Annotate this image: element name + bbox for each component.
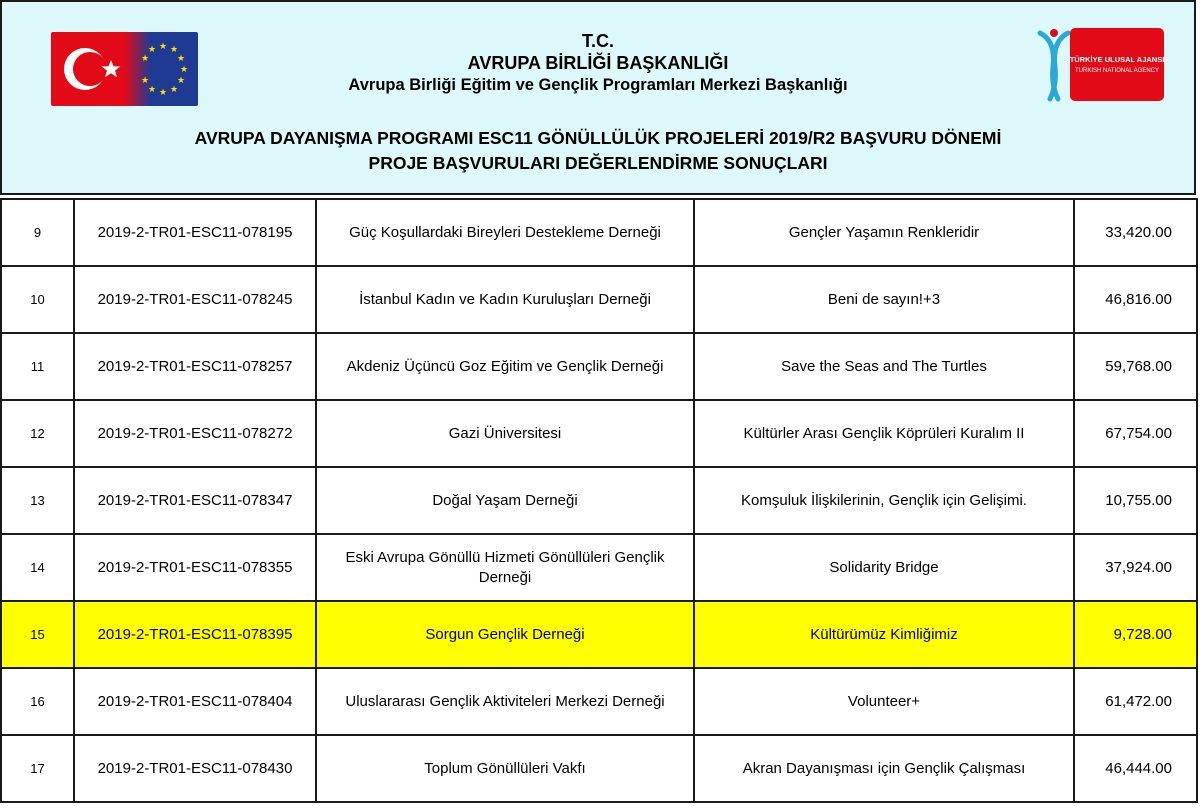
tr-eu-flag-logo (51, 32, 198, 106)
results-subtitle (2, 126, 1194, 176)
project-code: 2019-2-TR01-ESC11-078395 (74, 601, 316, 668)
table-row (1, 601, 1197, 668)
organization-name: Güç Koşullardaki Bireyleri Destekleme Derneği (316, 199, 694, 266)
organization-name: Doğal Yaşam Derneği (316, 467, 694, 534)
project-code: 2019-2-TR01-ESC11-078195 (74, 199, 316, 266)
row-number: 14 (1, 534, 74, 601)
svg-text:★: ★ (147, 85, 157, 95)
svg-text:★: ★ (158, 88, 168, 98)
project-name: Kültürler Arası Gençlik Köprüleri Kuralım II (694, 400, 1074, 467)
svg-text:★: ★ (176, 54, 186, 64)
title-block (202, 30, 994, 96)
project-code: 2019-2-TR01-ESC11-078257 (74, 333, 316, 400)
project-code: 2019-2-TR01-ESC11-078347 (74, 467, 316, 534)
project-name: Solidarity Bridge (694, 534, 1074, 601)
project-name: Beni de sayın!+3 (694, 266, 1074, 333)
row-number: 15 (1, 601, 74, 668)
row-number: 11 (1, 333, 74, 400)
grant-amount: 46,816.00 (1074, 266, 1197, 333)
organization-name: Eski Avrupa Gönüllü Hizmeti Gönüllüleri Gençlik Derneği (316, 534, 694, 601)
row-number: 9 (1, 199, 74, 266)
svg-text:★: ★ (176, 76, 186, 86)
svg-text:★: ★ (140, 76, 150, 86)
table-row (1, 199, 1197, 266)
table-row (1, 735, 1197, 802)
svg-text:★: ★ (140, 54, 150, 64)
project-code: 2019-2-TR01-ESC11-078272 (74, 400, 316, 467)
grant-amount: 46,444.00 (1074, 735, 1197, 802)
title-merkez: Avrupa Birliği Eğitim ve Gençlik Programları Merkezi Başkanlığı (348, 76, 848, 94)
project-name: Volunteer+ (694, 668, 1074, 735)
project-name: Komşuluk İlişkilerinin, Gençlik için Gelişimi. (694, 467, 1074, 534)
svg-text:★: ★ (158, 42, 168, 52)
table-row (1, 333, 1197, 400)
grant-amount: 9,728.00 (1074, 601, 1197, 668)
subtitle-results: PROJE BAŞVURULARI DEĞERLENDİRME SONUÇLARI (368, 153, 828, 173)
title-ab-baskanligi: AVRUPA BİRLİĞİ BAŞKANLIĞI (467, 53, 729, 73)
svg-text:★: ★ (147, 45, 157, 55)
organization-name: Uluslararası Gençlik Aktiviteleri Merkezi Derneği (316, 668, 694, 735)
project-code: 2019-2-TR01-ESC11-078404 (74, 668, 316, 735)
svg-text:★: ★ (169, 85, 179, 95)
organization-name: İstanbul Kadın ve Kadın Kuruluşları Derneği (316, 266, 694, 333)
table-row (1, 467, 1197, 534)
table-row (1, 668, 1197, 735)
title-tc: T.C. (581, 31, 614, 51)
row-number: 12 (1, 400, 74, 467)
grant-amount: 59,768.00 (1074, 333, 1197, 400)
project-name: Save the Seas and The Turtles (694, 333, 1074, 400)
organization-name: Akdeniz Üçüncü Goz Eğitim ve Gençlik Derneği (316, 333, 694, 400)
svg-text:★: ★ (169, 45, 179, 55)
grant-amount: 37,924.00 (1074, 534, 1197, 601)
grant-amount: 10,755.00 (1074, 467, 1197, 534)
table-row (1, 266, 1197, 333)
document-header (0, 0, 1196, 195)
svg-text:★: ★ (179, 65, 189, 75)
turkish-national-agency-logo (1034, 27, 1166, 102)
project-code: 2019-2-TR01-ESC11-078245 (74, 266, 316, 333)
project-code: 2019-2-TR01-ESC11-078355 (74, 534, 316, 601)
table-row (1, 534, 1197, 601)
project-name: Gençler Yaşamın Renkleridir (694, 199, 1074, 266)
results-table (0, 198, 1198, 803)
project-name: Akran Dayanışması için Gençlik Çalışması (694, 735, 1074, 802)
row-number: 16 (1, 668, 74, 735)
grant-amount: 33,420.00 (1074, 199, 1197, 266)
project-name: Kültürümüz Kimliğimiz (694, 601, 1074, 668)
organization-name: Gazi Üniversitesi (316, 400, 694, 467)
organization-name: Sorgun Gençlik Derneği (316, 601, 694, 668)
table-row (1, 400, 1197, 467)
project-code: 2019-2-TR01-ESC11-078430 (74, 735, 316, 802)
logo-text-tr: TÜRKİYE ULUSAL AJANSI (1069, 55, 1165, 64)
organization-name: Toplum Gönüllüleri Vakfı (316, 735, 694, 802)
row-number: 17 (1, 735, 74, 802)
row-number: 10 (1, 266, 74, 333)
logo-text-en: TURKISH NATIONAL AGENCY (1074, 68, 1160, 74)
row-number: 13 (1, 467, 74, 534)
results-table-body (1, 199, 1197, 802)
grant-amount: 67,754.00 (1074, 400, 1197, 467)
subtitle-program: AVRUPA DAYANIŞMA PROGRAMI ESC11 GÖNÜLLÜLÜK PROJELERİ 2019/R2 BAŞVURU DÖNEMİ (194, 128, 1002, 148)
grant-amount: 61,472.00 (1074, 668, 1197, 735)
